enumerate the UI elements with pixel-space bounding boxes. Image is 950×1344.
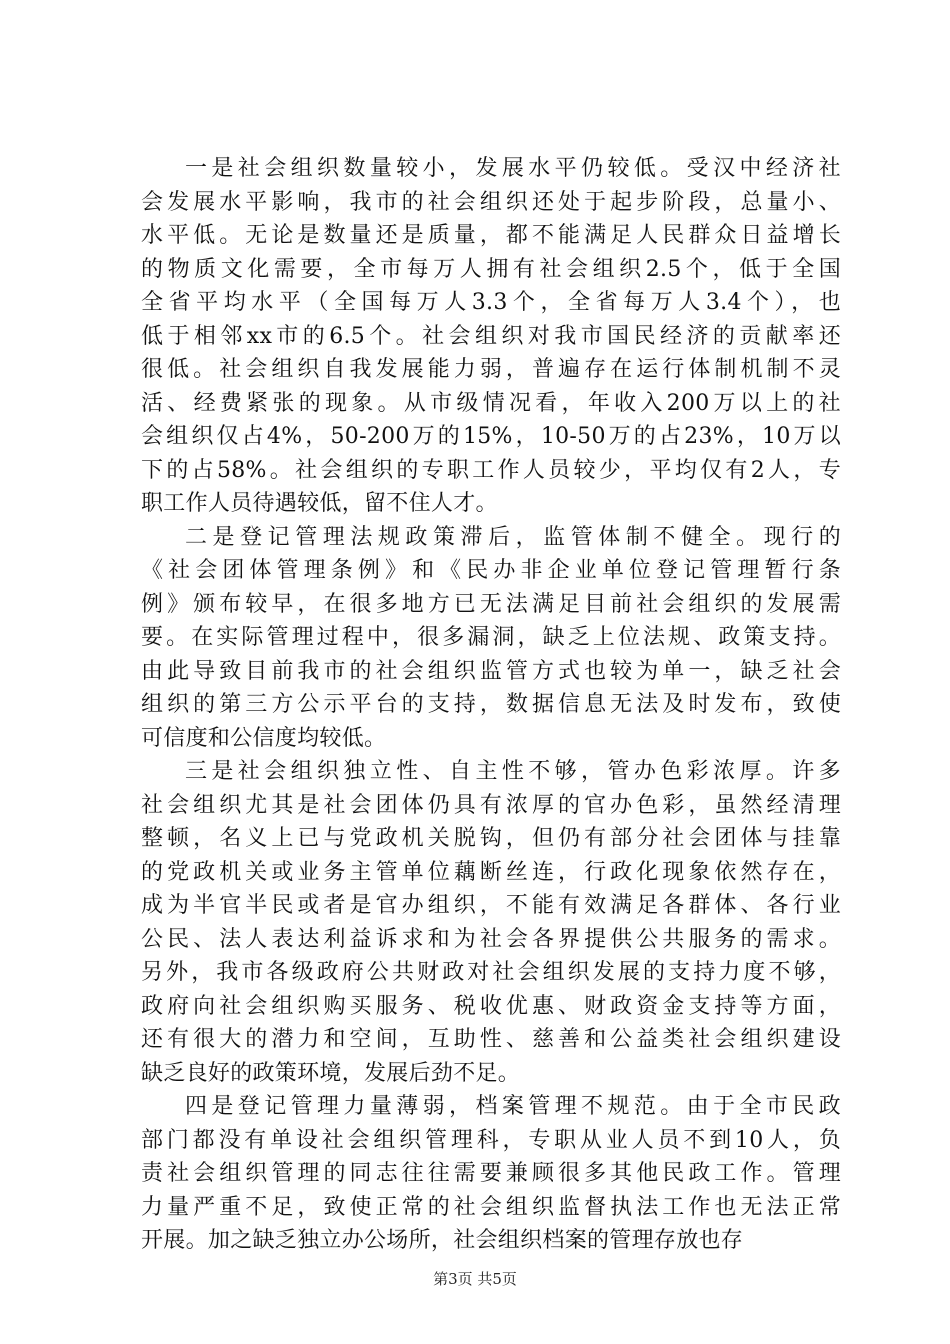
page-footer: 第3页 共5页 [433,1270,517,1288]
paragraph [141,1090,841,1258]
paragraph-line: 由此导致目前我市的社会组织监管方式也较为单一，缺乏社会 [141,658,841,684]
paragraph-line: 组织的第三方公示平台的支持，数据信息无法及时发布，致使 [141,692,841,717]
paragraph-line: 可信度和公信度均较低。 [141,725,387,751]
paragraph-line: 力量严重不足，致使正常的社会组织监督执法工作也无法正常 [141,1194,841,1220]
paragraph [141,152,841,521]
paragraph-line: 职工作人员待遇较低，留不住人才。 [141,491,498,516]
paragraph-line: 低于相邻xx市的6.5个。社会组织对我市国民经济的贡献率还 [141,323,841,349]
paragraph-line: 政府向社会组织购买服务、税收优惠、财政资金支持等方面， [141,993,841,1019]
paragraph-line: 三是社会组织独立性、自主性不够，管办色彩浓厚。许多 [185,759,841,784]
paragraph-line: 部门都没有单设社会组织管理科，专职从业人员不到10人，负 [141,1127,841,1153]
paragraph-line: 全省平均水平（全国每万人3.3个，全省每万人3.4个），也 [141,290,841,315]
paragraph-line: 社会组织尤其是社会团体仍具有浓厚的官办色彩，虽然经清理 [141,792,841,818]
paragraph-line: 活、经费紧张的现象。从市级情况看，年收入200万以上的社 [141,390,841,416]
paragraph [141,755,841,1090]
paragraph-line: 整顿，名义上已与党政机关脱钩，但仍有部分社会团体与挂靠 [141,826,841,851]
paragraph-line: 责社会组织管理的同志往往需要兼顾很多其他民政工作。管理 [141,1161,841,1186]
document-body [141,152,841,1258]
paragraph-line: 一是社会组织数量较小，发展水平仍较低。受汉中经济社 [185,156,841,181]
paragraph-line: 公民、法人表达利益诉求和为社会各界提供公共服务的需求。 [141,926,841,952]
paragraph-line: 《社会团体管理条例》和《民办非企业单位登记管理暂行条 [141,558,841,583]
paragraph-line: 水平低。无论是数量还是质量，都不能满足人民群众日益增长 [141,223,841,248]
paragraph-line: 的物质文化需要，全市每万人拥有社会组织2.5个，低于全国 [141,256,841,282]
paragraph-line: 会组织仅占4%，50-200万的15%，10-50万的占23%，10万以 [141,424,841,449]
paragraph-line: 很低。社会组织自我发展能力弱，普遍存在运行体制机制不灵 [141,357,841,382]
paragraph-line: 缺乏良好的政策环境，发展后劲不足。 [141,1060,521,1086]
paragraph-line: 开展。加之缺乏独立办公场所，社会组织档案的管理存放也存 [141,1228,744,1253]
paragraph-line: 成为半官半民或者是官办组织，不能有效满足各群体、各行业 [141,893,841,918]
paragraph-line: 四是登记管理力量薄弱，档案管理不规范。由于全市民政 [185,1094,841,1119]
paragraph [141,521,841,756]
paragraph-line: 另外，我市各级政府公共财政对社会组织发展的支持力度不够， [141,960,841,985]
paragraph-line: 例》颁布较早，在很多地方已无法满足目前社会组织的发展需 [141,591,841,617]
paragraph-line: 下的占58%。社会组织的专职工作人员较少，平均仅有2人，专 [141,457,841,483]
paragraph-line: 会发展水平影响，我市的社会组织还处于起步阶段，总量小、 [141,189,841,215]
paragraph-line: 的党政机关或业务主管单位藕断丝连，行政化现象依然存在， [141,859,841,885]
paragraph-line: 二是登记管理法规政策滞后，监管体制不健全。现行的 [185,524,841,550]
paragraph-line: 还有很大的潜力和空间，互助性、慈善和公益类社会组织建设 [141,1027,841,1052]
paragraph-line: 要。在实际管理过程中，很多漏洞，缺乏上位法规、政策支持。 [141,625,841,650]
